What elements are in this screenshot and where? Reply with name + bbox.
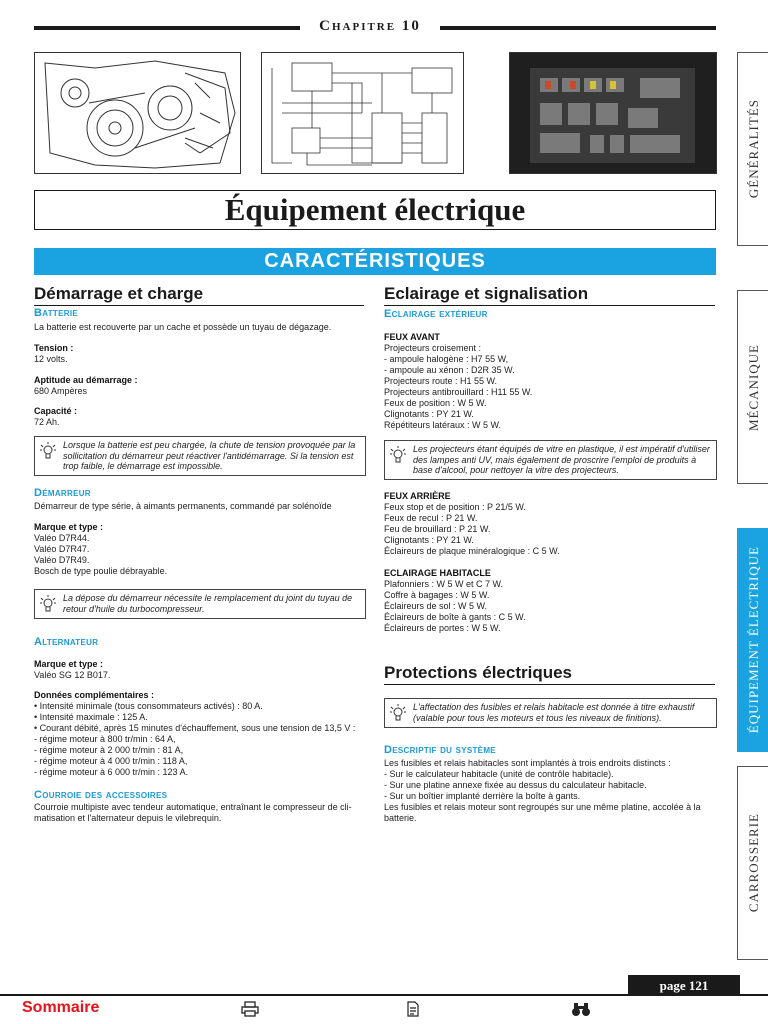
list-item: Feux de recul : P 21 W. [384, 513, 478, 523]
list-item: • Courant débité, après 15 minutes d'échauffement, sous une tension de 13,5 V : [34, 723, 356, 733]
tab-label: MÉCANIQUE [745, 343, 761, 431]
feux-avant-list [384, 343, 532, 431]
list-item: batterie. [384, 813, 417, 823]
list-item: Projecteurs antibrouillard : H11 55 W. [384, 387, 533, 397]
page-title-box [34, 190, 716, 230]
tab-label: ÉQUIPEMENT ÉLECTRIQUE [745, 546, 761, 734]
aptitude-label: Aptitude au démarrage : [34, 375, 138, 385]
list-item: - régime moteur à 800 tr/min : 64 A, [34, 734, 176, 744]
chapter-label: Chapitre 10 [300, 18, 440, 35]
courroie-text [34, 802, 352, 824]
list-item: Feux de position : W 5 W. [384, 398, 487, 408]
list-item: Clignotants : PY 21 W. [384, 535, 474, 545]
habitacle-label: ECLAIRAGE HABITACLE [384, 568, 491, 578]
page-number: page 121 [659, 977, 709, 993]
feux-avant-label: FEUX AVANT [384, 332, 440, 342]
courroie-heading: Courroie des accessoires [34, 789, 168, 801]
batterie-intro: La batterie est recouverte par un cache et possède un tuyau de dégazage. [34, 322, 332, 332]
tab-label: GÉNÉRALITÉS [745, 99, 761, 199]
list-item: Les fusibles et relais moteur sont regroupés sur une même platine, accolée à la [384, 802, 701, 812]
list-item: Éclaireurs de plaque minéralogique : C 5 W. [384, 546, 560, 556]
feux-arriere-label: FEUX ARRIÈRE [384, 491, 451, 501]
chapter-rule-left [34, 26, 300, 30]
list-item: Coffre à bagages : W 5 W. [384, 590, 490, 600]
list-item: Clignotants : PY 21 W. [384, 409, 474, 419]
descriptif-list [384, 758, 701, 824]
list-item: • Intensité maximale : 125 A. [34, 712, 148, 722]
list-item: matisation et l'alternateur depuis le vilebrequin. [34, 813, 222, 823]
section-banner [34, 248, 716, 275]
feux-arriere-list [384, 502, 560, 557]
protections-note-text: L'affectation des fusibles et relais habitacle est donnée à titre exhaustif (valable pour tous les moteurs et tous les niveaux de finitions). [413, 702, 695, 723]
list-item: - régime moteur à 6 000 tr/min : 123 A. [34, 767, 189, 777]
demarreur-list [34, 533, 167, 577]
wiring-diagram [261, 52, 464, 174]
list-item: Feu de brouillard : P 21 W. [384, 524, 491, 534]
tab-generalites[interactable] [737, 52, 768, 246]
list-item: Bosch de type poulie débrayable. [34, 566, 168, 576]
demarreur-note-text: La dépose du démarreur nécessite le remplacement du joint du tuyau de retour d'huile du turbocompresseur. [63, 593, 353, 614]
list-item: - Sur une platine annexe fixée au dessus du calculateur habitacle. [384, 780, 647, 790]
list-item: Plafonniers : W 5 W et C 7 W. [384, 579, 504, 589]
list-item: - régime moteur à 2 000 tr/min : 81 A, [34, 745, 184, 755]
donnees-label: Données complémentaires : [34, 690, 155, 700]
list-item: - ampoule au xénon : D2R 35 W. [384, 365, 515, 375]
lightbulb-icon [39, 594, 57, 614]
demarreur-heading: Démarreur [34, 487, 91, 499]
descriptif-heading: Descriptif du système [384, 744, 496, 756]
fusebox-photo [509, 52, 717, 174]
list-item: Éclaireurs de portes : W 5 W. [384, 623, 501, 633]
list-item: Projecteurs croisement : [384, 343, 482, 353]
document-icon[interactable] [403, 1000, 423, 1018]
right-heading: Eclairage et signalisation [384, 284, 715, 306]
print-icon[interactable] [240, 1000, 260, 1018]
demarreur-intro: Démarreur de type série, à aimants permanents, commandé par solénoïde [34, 501, 332, 511]
lightbulb-icon [389, 445, 407, 465]
eclairage-ext-heading: Eclairage extérieur [384, 308, 488, 320]
lightbulb-icon [389, 703, 407, 723]
list-item: Les fusibles et relais habitacles sont implantés à trois endroits distincts : [384, 758, 671, 768]
batterie-note-text: Lorsque la batterie est peu chargée, la chute de tension provoquée par la sollicitation du démarreur peut réactiver l'antidémarrage. Si la tension est trop faible, le démarrage est impossible. [63, 440, 356, 471]
page-number-box [628, 975, 740, 996]
chapter-rule-right [440, 26, 716, 30]
demarreur-marque-label: Marque et type : [34, 522, 104, 532]
page-title: Équipement électrique [224, 192, 526, 227]
tension-label: Tension : [34, 343, 74, 353]
tension-value: 12 volts. [34, 354, 68, 364]
batterie-note [34, 436, 366, 476]
lightbulb-icon [39, 441, 57, 461]
list-item: Valéo D7R49. [34, 555, 90, 565]
list-item: - Sur le calculateur habitacle (unité de contrôle habitacle). [384, 769, 614, 779]
sommaire-link[interactable]: Sommaire [22, 999, 100, 1016]
engine-illustration [34, 52, 241, 174]
list-item: Feux stop et de position : P 21/5 W. [384, 502, 526, 512]
list-item: Éclaireurs de sol : W 5 W. [384, 601, 488, 611]
tab-carrosserie[interactable] [737, 766, 768, 960]
list-item: - ampoule halogène : H7 55 W, [384, 354, 509, 364]
list-item: • Intensité minimale (tous consommateurs activés) : 80 A. [34, 701, 263, 711]
list-item: - Sur un boîtier implanté derrière la boîte à gants. [384, 791, 581, 801]
alternateur-marque-value: Valéo SG 12 B017. [34, 670, 111, 680]
list-item: Projecteurs route : H1 55 W. [384, 376, 498, 386]
alternateur-marque-label: Marque et type : [34, 659, 104, 669]
tab-mecanique[interactable] [737, 290, 768, 484]
list-item: Valéo D7R44. [34, 533, 90, 543]
section-banner-label: CARACTÉRISTIQUES [264, 250, 486, 272]
protections-heading: Protections électriques [384, 663, 715, 685]
tab-equipement-electrique[interactable] [737, 528, 768, 752]
alternateur-heading: Alternateur [34, 636, 99, 648]
alternateur-list [34, 701, 355, 778]
capacite-value: 72 Ah. [34, 417, 60, 427]
aptitude-value: 680 Ampères [34, 386, 88, 396]
habitacle-list [384, 579, 526, 634]
batterie-heading: Batterie [34, 307, 78, 319]
protections-note [384, 698, 717, 728]
demarreur-note [34, 589, 366, 619]
list-item: Répétiteurs latéraux : W 5 W. [384, 420, 502, 430]
projecteurs-note [384, 440, 717, 480]
list-item: - régime moteur à 4 000 tr/min : 118 A, [34, 756, 188, 766]
list-item: Valéo D7R47. [34, 544, 90, 554]
list-item: Éclaireurs de boîte à gants : C 5 W. [384, 612, 526, 622]
list-item: Courroie multipiste avec tendeur automatique, entraînant le compresseur de cli- [34, 802, 352, 812]
binoculars-icon[interactable] [571, 1000, 591, 1018]
capacite-label: Capacité : [34, 406, 78, 416]
left-heading: Démarrage et charge [34, 284, 364, 306]
projecteurs-note-text: Les projecteurs étant équipés de vitre en plastique, il est impératif d'utiliser des lampes anti UV, mais également de proscrire l'emploi de produits à base d'alcool, pour nettoyer la vitre des projecteurs. [413, 444, 710, 475]
tab-label: CARROSSERIE [745, 813, 761, 913]
